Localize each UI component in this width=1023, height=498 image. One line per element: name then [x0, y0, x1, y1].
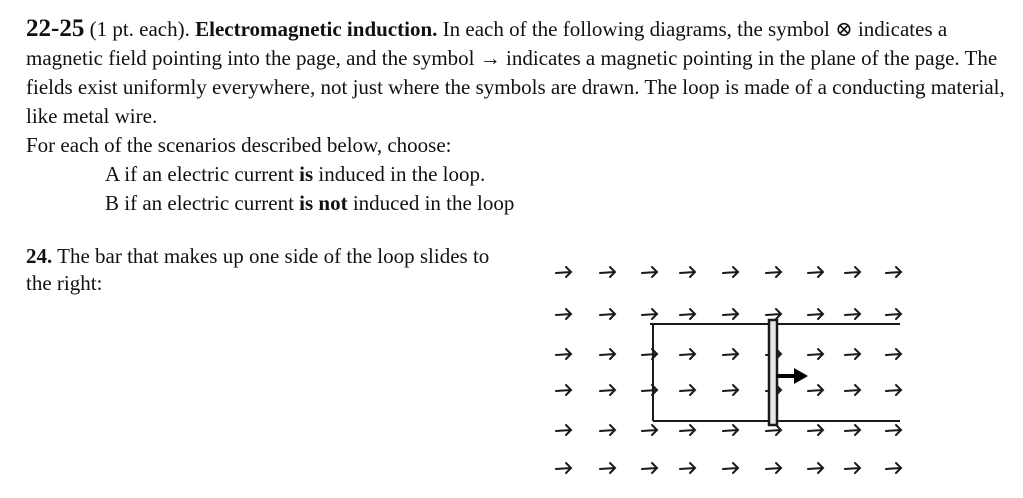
induction-diagram — [540, 258, 920, 488]
right-arrow-icon — [808, 267, 823, 277]
right-arrow-icon — [556, 463, 571, 473]
right-arrow-icon — [600, 463, 615, 473]
right-arrow-icon — [766, 267, 781, 277]
right-arrow-icon — [680, 267, 695, 277]
right-arrow-icon — [556, 425, 571, 435]
right-arrow-icon — [886, 309, 901, 319]
right-arrow-icon — [680, 349, 695, 359]
problem-number: 22-25 — [26, 15, 85, 42]
problem-heading: Electromagnetic induction. — [195, 17, 438, 41]
right-arrow-icon — [680, 463, 695, 473]
right-arrow-icon — [886, 463, 901, 473]
right-arrow-icon — [723, 425, 738, 435]
right-arrow-icon — [845, 267, 860, 277]
sliding-bar — [769, 320, 777, 425]
points-label: (1 pt. each). — [89, 17, 190, 41]
right-arrow-icon — [845, 463, 860, 473]
bold-right-arrow-icon — [776, 368, 808, 384]
right-arrow-icon — [680, 385, 695, 395]
magnetic-field-arrows — [556, 267, 901, 473]
right-arrow-icon — [808, 425, 823, 435]
instructions: For each of the scenarios described below, choose: — [26, 133, 452, 157]
right-arrow-icon — [845, 385, 860, 395]
right-arrow-icon — [600, 309, 615, 319]
right-arrow-icon — [808, 385, 823, 395]
right-arrow-icon — [886, 385, 901, 395]
question-24 — [26, 243, 516, 297]
right-arrow-icon — [808, 463, 823, 473]
right-arrow-icon — [845, 309, 860, 319]
question-number: 24. — [26, 244, 53, 268]
right-arrow-icon — [680, 425, 695, 435]
intro-paragraph — [26, 14, 1011, 131]
right-arrow-icon — [642, 425, 657, 435]
right-arrow-icon — [556, 267, 571, 277]
right-arrow-icon — [845, 349, 860, 359]
right-arrow-icon — [556, 385, 571, 395]
right-arrow-icon — [600, 349, 615, 359]
right-arrow-icon — [845, 425, 860, 435]
right-arrow-icon — [808, 349, 823, 359]
right-arrow-icon — [556, 309, 571, 319]
right-arrow-icon — [642, 309, 657, 319]
right-arrow-icon — [886, 267, 901, 277]
right-arrow-icon — [556, 349, 571, 359]
right-arrow-icon — [723, 267, 738, 277]
right-arrow-icon — [723, 463, 738, 473]
right-arrow-icon — [886, 425, 901, 435]
right-arrow-icon — [600, 267, 615, 277]
right-arrow-icon — [642, 349, 657, 359]
right-arrow-icon — [808, 309, 823, 319]
problem-intro — [26, 14, 1011, 218]
right-arrow-icon — [642, 267, 657, 277]
option-a: A if an electric current is induced in the loop. — [105, 162, 486, 186]
right-arrow-icon — [766, 309, 781, 319]
right-arrow-icon — [680, 309, 695, 319]
intro-text: In each of the following diagrams, the symbol ⊗ indicates a magnetic field pointing into the page, and the symbol → indicates a magnetic pointing in the plane of the page. The fields exist uniformly everywhere, not just where the symbols are drawn. The loop is made of a conducting material, like metal wire. — [26, 17, 1005, 128]
right-arrow-icon — [600, 425, 615, 435]
right-arrow-icon — [723, 349, 738, 359]
right-arrow-icon — [886, 349, 901, 359]
right-arrow-icon — [766, 463, 781, 473]
question-text: The bar that makes up one side of the loop slides to the right: — [26, 244, 490, 295]
right-arrow-icon — [600, 385, 615, 395]
right-arrow-icon — [642, 463, 657, 473]
right-arrow-icon — [723, 385, 738, 395]
right-arrow-icon — [766, 425, 781, 435]
option-b: B if an electric current is not induced in the loop — [105, 191, 515, 215]
right-arrow-icon — [723, 309, 738, 319]
right-arrow-icon — [642, 385, 657, 395]
